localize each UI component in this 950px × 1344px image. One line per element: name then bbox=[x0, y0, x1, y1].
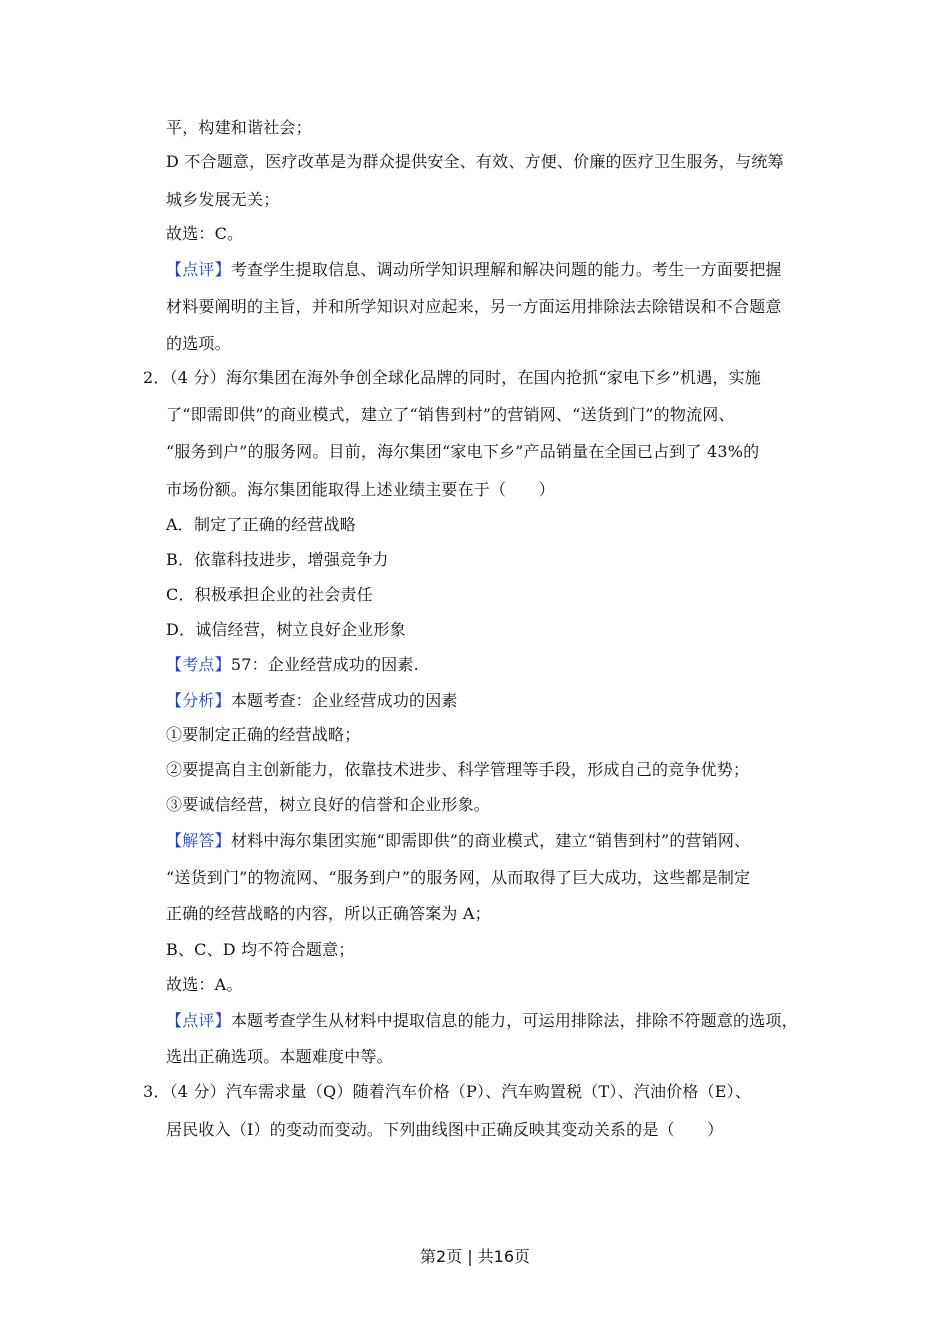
line-text: 材料中海尔集团实施“即需即供”的商业模式，建立“销售到村”的营销网、 bbox=[230, 831, 751, 850]
line-text: 本题考查：企业经营成功的因素 bbox=[230, 691, 458, 710]
text-line bbox=[166, 1047, 393, 1067]
text-line bbox=[166, 975, 243, 995]
text-line bbox=[166, 760, 749, 780]
line-text: 居民收入（I）的变动而变动。下列曲线图中正确反映其变动关系的是（ ） bbox=[166, 1120, 724, 1139]
text-line bbox=[166, 297, 782, 317]
section-label: 【点评】 bbox=[166, 260, 231, 279]
line-text: ③要诚信经营，树立良好的信誉和企业形象。 bbox=[166, 795, 491, 814]
text-line bbox=[166, 1011, 798, 1031]
line-text: 市场份额。海尔集团能取得上述业绩主要在于（ ） bbox=[166, 480, 555, 499]
line-text: 本题考查学生从材料中提取信息的能力，可运用排除法，排除不符题意的选项， bbox=[230, 1011, 798, 1030]
line-text: 3．（4 分）汽车需求量（Q）随着汽车价格（P）、汽车购置税（T）、汽油价格（E）、 bbox=[143, 1082, 752, 1101]
text-line bbox=[166, 725, 360, 745]
text-line bbox=[166, 550, 389, 570]
line-text: 平，构建和谐社会； bbox=[166, 118, 312, 137]
line-text: A．制定了正确的经营战略 bbox=[166, 515, 356, 534]
text-line bbox=[166, 1120, 723, 1140]
text-line bbox=[166, 620, 406, 640]
section-label: 【点评】 bbox=[166, 1011, 231, 1030]
line-text: 故选：A。 bbox=[166, 975, 243, 994]
line-text: D．诚信经营，树立良好企业形象 bbox=[166, 620, 406, 639]
text-line bbox=[166, 515, 356, 535]
line-text: 了“即需即供”的商业模式，建立了“销售到村”的营销网、“送货到门”的物流网、 bbox=[166, 405, 735, 424]
text-line bbox=[166, 118, 312, 138]
line-text: 2．（4 分）海尔集团在海外争创全球化品牌的同时，在国内抢抓“家电下乡”机遇，实施 bbox=[143, 368, 762, 387]
section-label: 【考点】 bbox=[166, 655, 231, 674]
text-line bbox=[166, 868, 750, 888]
line-text: 正确的经营战略的内容，所以正确答案为 A； bbox=[166, 904, 491, 923]
line-text: 城乡发展无关； bbox=[166, 190, 280, 209]
line-text: 考查学生提取信息、调动所学知识理解和解决问题的能力。考生一方面要把握 bbox=[230, 260, 782, 279]
line-text: “服务到户”的服务网。目前，海尔集团“家电下乡”产品销量在全国已占到了 43%的 bbox=[166, 442, 760, 461]
text-line bbox=[143, 1082, 751, 1102]
line-text: B．依靠科技进步，增强竞争力 bbox=[166, 550, 389, 569]
text-line bbox=[166, 190, 279, 210]
line-text: 的选项。 bbox=[166, 334, 231, 353]
text-line bbox=[166, 940, 355, 960]
text-line bbox=[166, 585, 373, 605]
text-line bbox=[166, 480, 555, 500]
line-text: 材料要阐明的主旨，并和所学知识对应起来，另一方面运用排除法去除错误和不合题意 bbox=[166, 297, 782, 316]
text-line bbox=[166, 795, 490, 815]
line-text: 故选：C。 bbox=[166, 224, 244, 243]
text-line bbox=[166, 655, 419, 675]
text-line bbox=[166, 904, 491, 924]
line-text: 57：企业经营成功的因素. bbox=[230, 655, 419, 674]
text-line bbox=[143, 368, 761, 388]
text-line bbox=[166, 831, 750, 851]
line-text: ②要提高自主创新能力，依靠技术进步、科学管理等手段，形成自己的竞争优势； bbox=[166, 760, 750, 779]
text-line bbox=[166, 224, 243, 244]
text-line bbox=[166, 405, 735, 425]
line-text: “送货到门”的物流网、“服务到户”的服务网，从而取得了巨大成功，这些都是制定 bbox=[166, 868, 751, 887]
line-text: ①要制定正确的经营战略； bbox=[166, 725, 361, 744]
page-footer: 第2页 | 共16页 bbox=[419, 1247, 531, 1266]
text-line bbox=[166, 334, 231, 354]
text-line bbox=[166, 260, 782, 280]
text-line bbox=[166, 691, 458, 711]
line-text: D 不合题意，医疗改革是为群众提供安全、有效、方便、价廉的医疗卫生服务，与统筹 bbox=[166, 152, 784, 171]
section-label: 【解答】 bbox=[166, 831, 231, 850]
text-line bbox=[166, 442, 759, 462]
line-text: B、C、D 均不符合题意； bbox=[166, 940, 355, 959]
line-text: 选出正确选项。本题难度中等。 bbox=[166, 1047, 393, 1066]
text-line bbox=[166, 152, 784, 172]
line-text: C．积极承担企业的社会责任 bbox=[166, 585, 373, 604]
section-label: 【分析】 bbox=[166, 691, 231, 710]
